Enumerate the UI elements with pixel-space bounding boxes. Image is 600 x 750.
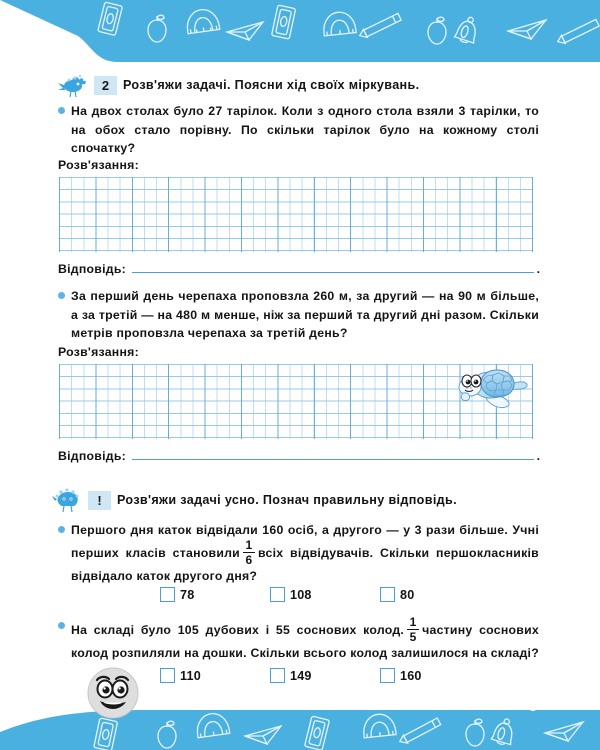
option-item[interactable] (270, 587, 380, 602)
task-3-instruction: Розв'яжи задачі усно. Познач правильну відповідь. (117, 493, 457, 507)
option-item[interactable] (380, 668, 490, 683)
answer-input-line[interactable] (132, 447, 534, 460)
option-item[interactable] (270, 668, 380, 683)
task-2-problem-2-answer-row (58, 447, 540, 463)
answer-label: Відповідь: (58, 449, 126, 463)
fraction-numerator: 1 (409, 615, 417, 629)
option-label: 149 (290, 668, 312, 683)
task-2-problem-1-answer-row (58, 260, 540, 276)
task-3-problem-1-text-part2: всіх відвідувачів. Скільки першокласників відвідало каток другого дня? (71, 545, 539, 583)
task-2-problem-2-solution-label: Розв'язання: (58, 345, 139, 359)
option-checkbox[interactable] (380, 587, 395, 602)
fraction-denominator: 5 (409, 630, 417, 645)
option-checkbox[interactable] (160, 668, 175, 683)
option-label: 78 (180, 587, 195, 602)
bullet-icon (58, 292, 65, 299)
option-label: 108 (290, 587, 312, 602)
option-label: 110 (180, 668, 201, 683)
fraction-one-fifth (407, 616, 419, 643)
option-checkbox[interactable] (380, 668, 395, 683)
task-2-problem-1 (58, 102, 540, 158)
smiley-face (86, 666, 140, 720)
task-2-problem-1-grid[interactable] (59, 177, 533, 252)
page-number: 3 (529, 698, 537, 714)
answer-terminator: . (536, 262, 540, 276)
task-2-problem-1-text: На двох столах було 27 тарілок. Коли з одного стола взяли 3 тарілки, то на обох стало порівну. По скільки тарілок було на кожному столі спочатку? (71, 104, 539, 155)
option-label: 160 (400, 668, 422, 683)
fraction-one-sixth (243, 539, 255, 566)
answer-label: Відповідь: (58, 262, 126, 276)
option-checkbox[interactable] (270, 668, 285, 683)
task-3-problem-2-text-part1: На складі було 105 дубових і 55 соснових колод. (71, 622, 405, 637)
fraction-denominator: 6 (245, 552, 253, 567)
task-3-header (52, 487, 457, 513)
task-3-problem-2 (58, 617, 540, 663)
task-2-problem-2-text: За перший день черепаха проповзла 260 м, за другий — на 90 м більше, а за третій — на 480 м менше, ніж за перший та другий дні разом. Скільки метрів проповзла черепаха за третій день? (71, 289, 539, 340)
task-2-problem-2 (58, 287, 540, 343)
option-label: 80 (400, 587, 415, 602)
answer-terminator: . (536, 449, 540, 463)
task-3-problem-1-options (160, 587, 490, 602)
task-number-badge: 2 (94, 76, 117, 95)
option-item[interactable] (160, 668, 270, 683)
task-2-instruction: Розв'яжи задачі. Поясни хід своїх міркувань. (123, 78, 420, 92)
task-3-marker-badge: ! (88, 491, 111, 510)
answer-input-line[interactable] (132, 260, 534, 273)
task-2-problem-2-grid[interactable] (59, 364, 533, 439)
task-3-problem-2-text-part2: частину соснових колод розпиляли на дошки. Скільки всього колод залишилося на складі? (71, 622, 539, 661)
task-2-header (58, 72, 419, 98)
task-3-problem-1-text-part1: Першого дня каток відвідали 160 осіб, а другого — у 3 рази більше. Учні перших класів становили (71, 523, 539, 560)
task-3-problem-1 (58, 521, 540, 585)
header-banner (0, 0, 600, 62)
bullet-icon (58, 622, 65, 629)
option-item[interactable] (160, 587, 270, 602)
task-2-problem-1-solution-label: Розв'язання: (58, 158, 139, 172)
bullet-icon (58, 526, 65, 533)
task-3-problem-2-options (160, 668, 490, 683)
header-banner-graphic (0, 0, 600, 62)
option-item[interactable] (380, 587, 490, 602)
task-3-problem-2-text (71, 617, 539, 663)
task-3-problem-1-text (71, 521, 539, 585)
bird-mascot (52, 487, 82, 513)
option-checkbox[interactable] (160, 587, 175, 602)
fraction-numerator: 1 (245, 537, 253, 552)
option-checkbox[interactable] (270, 587, 285, 602)
rooster-mascot (58, 72, 88, 98)
bullet-icon (58, 107, 65, 114)
